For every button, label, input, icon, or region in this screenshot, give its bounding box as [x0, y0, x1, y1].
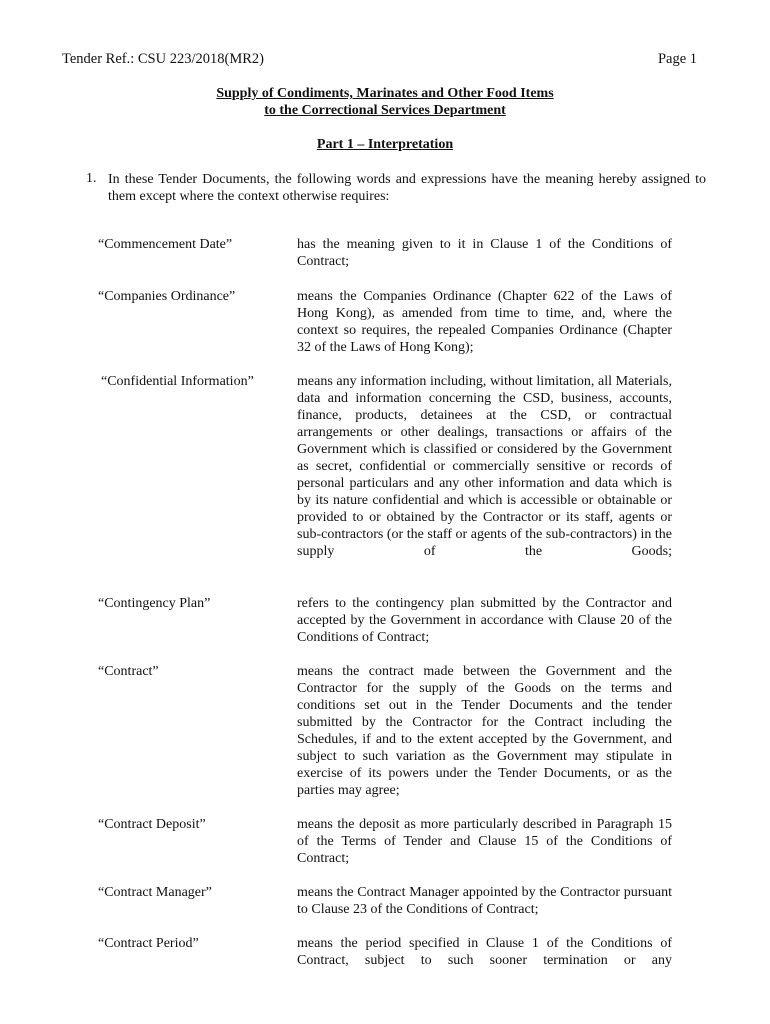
definition-meaning-contract-period: means the period specified in Clause 1 of the Conditions of Contract, subject to such sooner termination or any: [297, 936, 672, 968]
intro-number: 1.: [86, 171, 97, 186]
definition-term-contract-period: “Contract Period”: [98, 936, 199, 951]
definition-term-confidential-information: “Confidential Information”: [101, 374, 254, 389]
definition-term-contract: “Contract”: [98, 664, 159, 679]
definition-meaning-companies-ordinance: means the Companies Ordinance (Chapter 622 of the Laws of Hong Kong), as amended from time to time, and, where the context so requires, the repealed Companies Ordinance (Chapter 32 of the Laws of Hong Kong);: [297, 289, 672, 355]
header-tender-ref: Tender Ref.: CSU 223/2018(MR2): [62, 51, 264, 67]
document-title-line-1: Supply of Condiments, Marinates and Other Food Items: [216, 86, 554, 101]
document-title-line-2: to the Correctional Services Department: [264, 103, 506, 118]
definition-term-contingency-plan: “Contingency Plan”: [98, 596, 211, 611]
definition-term-contract-deposit: “Contract Deposit”: [98, 817, 206, 832]
definition-meaning-contract-deposit: means the deposit as more particularly described in Paragraph 15 of the Terms of Tender and Clause 15 of the Conditions of Contract;: [297, 817, 672, 866]
definition-term-companies-ordinance: “Companies Ordinance”: [98, 289, 236, 304]
definition-meaning-confidential-information: means any information including, without limitation, all Materials, data and information concerning the CSD, business, accounts, finance, products, detainees at the CSD, or contractual arrangements or other dealings, transactions or affairs of the Government which is classified or considered by the Government as secret, confidential or commercially sensitive or records of personal particulars and any other information and data which is by its nature confidential and which is accessible or obtainable or provided to or obtained by the Contractor or its staff, agents or sub-contractors (or the staff or agents of the sub-contractors) in the supply of the Goods;: [297, 374, 672, 559]
definition-term-contract-manager: “Contract Manager”: [98, 885, 212, 900]
definition-meaning-commencement-date: has the meaning given to it in Clause 1 of the Conditions of Contract;: [297, 237, 672, 269]
definition-meaning-contract-manager: means the Contract Manager appointed by the Contractor pursuant to Clause 23 of the Conditions of Contract;: [297, 885, 672, 917]
intro-paragraph: In these Tender Documents, the following words and expressions have the meaning hereby assigned to them except where the context otherwise requires:: [108, 172, 706, 204]
header-page-number: Page 1: [657, 51, 697, 67]
definition-meaning-contract: means the contract made between the Government and the Contractor for the supply of the Goods on the terms and conditions set out in the Tender Documents and the tender submitted by the Contractor for the Contract including the Schedules, if and to the extent accepted by the Government, and subject to such variation as the Government may stipulate in exercise of its powers under the Tender Documents, or as the parties may agree;: [297, 664, 672, 798]
definition-term-commencement-date: “Commencement Date”: [98, 237, 233, 252]
definition-meaning-contingency-plan: refers to the contingency plan submitted by the Contractor and accepted by the Government in accordance with Clause 20 of the Conditions of Contract;: [297, 596, 672, 645]
part-heading: Part 1 – Interpretation: [316, 137, 454, 152]
